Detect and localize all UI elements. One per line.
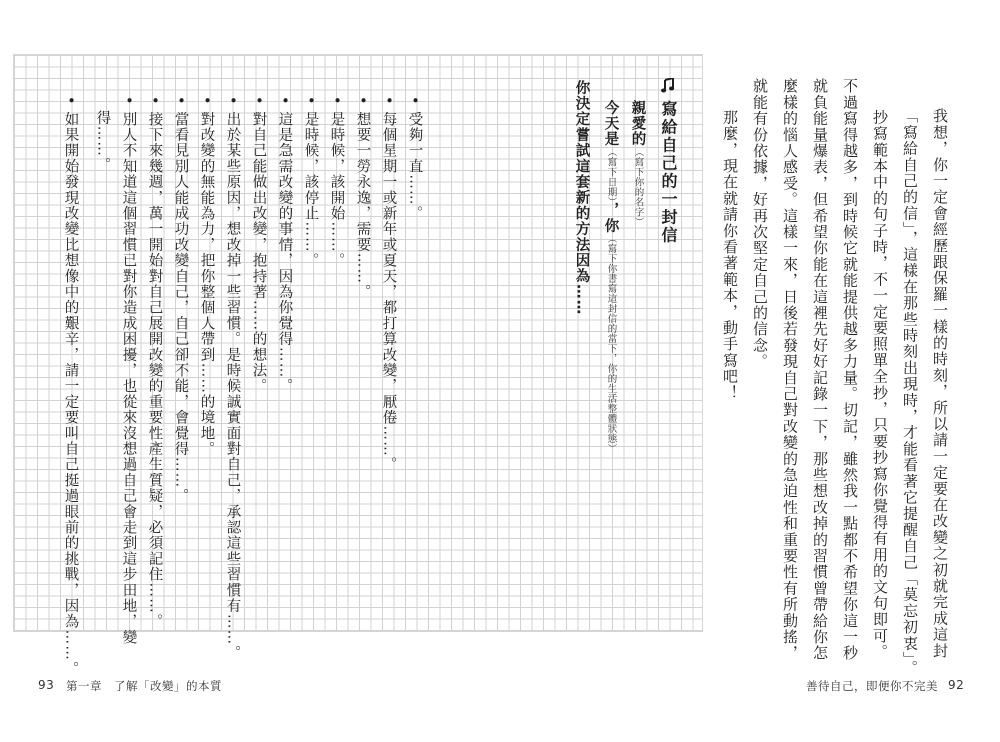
decided-reason: 你決定嘗試這套新的方法因為…… bbox=[573, 80, 590, 316]
today-line bbox=[603, 100, 618, 454]
today-label: 今天是 bbox=[602, 100, 619, 148]
body-line-7: 就能有份依據，好再次堅定自己的信念。 bbox=[751, 78, 769, 370]
body-line-6: 麼樣的惱人感受。這樣一來，日後若發現自己對改變的急迫性和重要性有所動搖， bbox=[781, 78, 799, 662]
right-running-title: 善待自己，即便你不完美 bbox=[806, 679, 938, 693]
body-line-2: 「寫給自己的信」，這樣在那些時刻出現時，才能看著它提醒自己「莫忘初衷」。 bbox=[901, 108, 919, 677]
bullet-item: • 如果開始發現改變比想像中的艱辛，請一定要叫自己挺過眼前的挑戰，因為……。 bbox=[62, 96, 79, 677]
right-page-number: 92 bbox=[948, 678, 965, 692]
bullet-item: • 每個星期一或新年或夏天，都打算改變，厭倦……。 bbox=[380, 96, 397, 473]
bullet-item: • 想要一勞永逸，需要……。 bbox=[354, 96, 371, 300]
dear-label: 親愛的 bbox=[629, 100, 646, 148]
today-hint: （寫下日期） bbox=[605, 147, 617, 203]
music-note-icon bbox=[660, 78, 676, 93]
bullet-item: • 對自己能做出改變，抱持著……的想法。 bbox=[250, 96, 267, 395]
body-line-3: 抄寫範本中的句子時，不一定要照單全抄，只要抄寫你覺得有用的文句即可。 bbox=[871, 93, 889, 660]
body-line-4: 不過寫得越多，到時候它就能提供越多力量。切記，雖然我一點都不希望你這一秒 bbox=[841, 78, 859, 662]
bullet-item: • 接下來幾週，萬一開始對自己展開改變的重要性產生質疑，必須記住……。 bbox=[146, 96, 163, 630]
bullet-item: • 對改變的無能為力，把你整個人帶到……的境地。 bbox=[198, 96, 215, 457]
today-state-hint: （寫下你書寫這封信的當下，你的生活整體狀態） bbox=[605, 233, 617, 454]
bullet-item: • 這是急需改變的事情，因為你覺得……。 bbox=[276, 96, 293, 395]
bullet-continuation: 得……。 bbox=[94, 110, 111, 173]
left-chapter-title: 第一章 了解「改變」的本質 bbox=[66, 679, 222, 693]
bullet-item: • 出於某些原因，想改掉一些習慣。是時候誠實面對自己，承認這些習慣有……。 bbox=[224, 96, 241, 662]
body-line-8: 那麼，現在就請你看著範本，動手寫吧！ bbox=[721, 93, 739, 401]
bullet-item: • 當看見別人能成功改變自己，自己卻不能，會覺得……。 bbox=[172, 96, 189, 505]
letter-title bbox=[660, 78, 676, 245]
body-line-1: 我想，你一定會經歷跟保羅一樣的時刻，所以請一定要在改變之初就完成這封 bbox=[931, 108, 949, 659]
bullet-item: • 別人不知道這個習慣已對你造成困擾，也從來沒想過自己會走到這步田地，變 bbox=[120, 96, 137, 646]
body-line-5: 就負能量爆表，但希望你能在這裡先好好記錄一下，那些想改掉的習慣曾帶給你怎 bbox=[811, 78, 829, 662]
bullet-item: • 是時候，該停止……。 bbox=[302, 96, 319, 269]
today-separator: ，你 bbox=[602, 202, 619, 234]
bullet-item: • 是時候，該開始……。 bbox=[328, 96, 345, 269]
bullet-item: • 受夠一直……。 bbox=[406, 96, 423, 222]
dear-line bbox=[630, 100, 645, 227]
dear-hint: （寫下你的名字） bbox=[632, 147, 644, 228]
left-page-number: 93 bbox=[38, 678, 55, 692]
letter-title-text: 寫給自己的一封信 bbox=[659, 100, 678, 245]
